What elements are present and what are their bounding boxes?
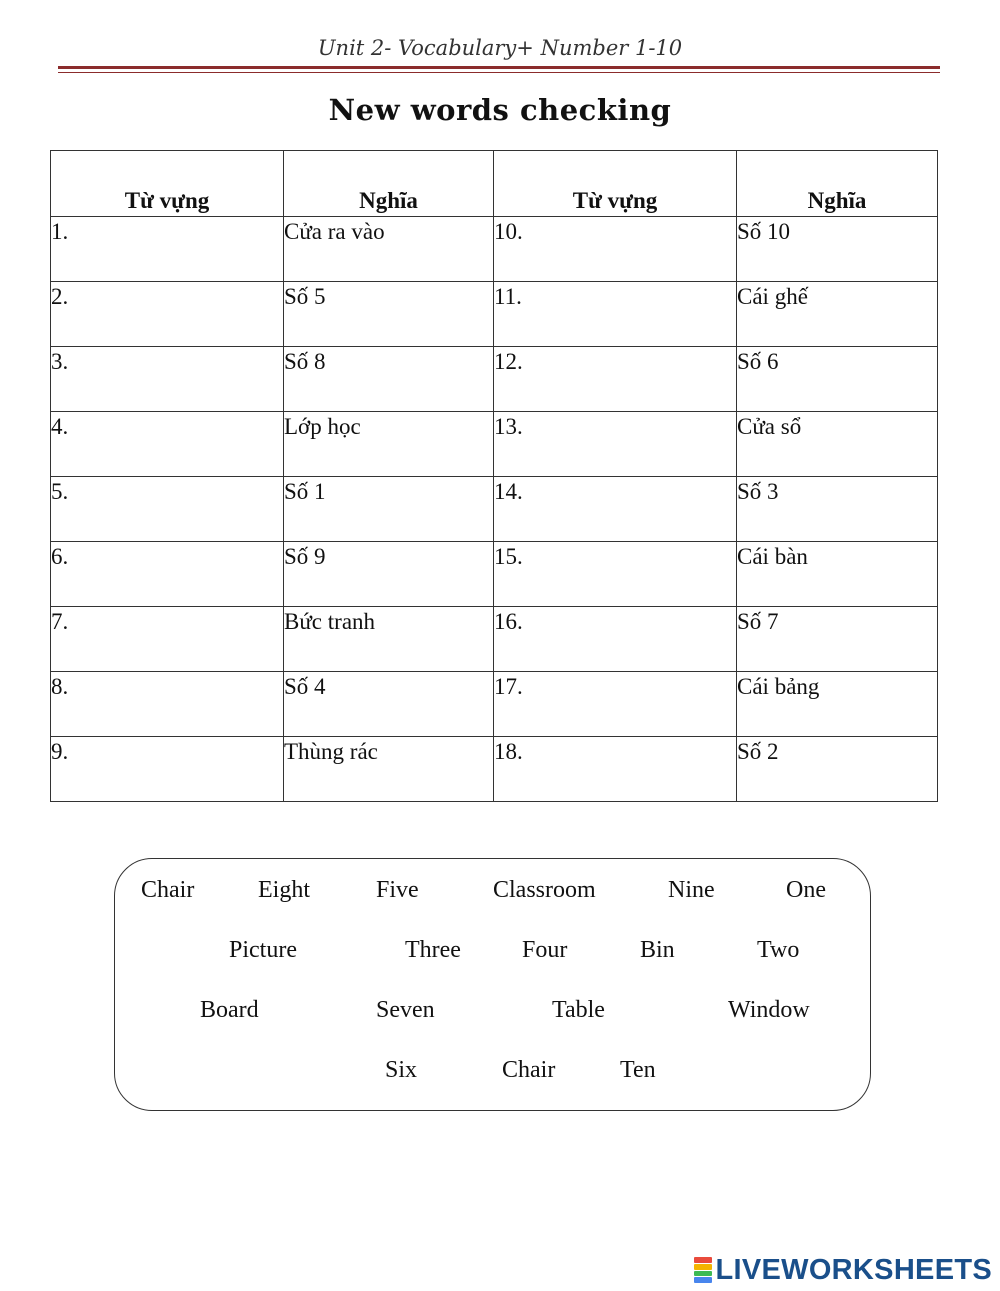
page-header-subtitle: Unit 2- Vocabulary+ Number 1-10 — [317, 36, 683, 60]
item-meaning-cell: Số 1 — [284, 477, 494, 542]
word-bank-item: Five — [376, 877, 419, 903]
word-bank-item: Picture — [229, 937, 297, 963]
word-bank-item: Two — [757, 937, 800, 963]
item-number-cell: 16. — [494, 607, 737, 672]
item-meaning-cell: Cái ghế — [737, 282, 938, 347]
item-meaning-cell: Số 5 — [284, 282, 494, 347]
item-number-cell: 2. — [51, 282, 284, 347]
word-bank-item: Chair — [502, 1057, 556, 1083]
vocabulary-table — [50, 150, 938, 802]
item-meaning-cell: Thùng rác — [284, 737, 494, 802]
item-meaning-cell: Số 8 — [284, 347, 494, 412]
item-number-cell: 8. — [51, 672, 284, 737]
word-bank-item: Bin — [640, 937, 675, 963]
item-number-cell: 10. — [494, 217, 737, 282]
page-title: New words checking — [328, 93, 672, 127]
item-meaning-cell: Số 2 — [737, 737, 938, 802]
item-meaning-cell: Số 9 — [284, 542, 494, 607]
table-row — [51, 347, 938, 412]
item-meaning-cell: Số 3 — [737, 477, 938, 542]
word-bank-item: Chair — [141, 877, 195, 903]
table-row — [51, 217, 938, 282]
word-bank-item: Eight — [258, 877, 310, 903]
item-meaning-cell: Cửa ra vào — [284, 217, 494, 282]
word-bank-box — [114, 858, 871, 1111]
item-meaning-cell: Cái bảng — [737, 672, 938, 737]
item-meaning-cell: Bức tranh — [284, 607, 494, 672]
header-vocabulary-2: Từ vựng — [494, 151, 737, 217]
header-rule-thin — [58, 72, 940, 73]
word-bank-item: Seven — [376, 997, 435, 1023]
table-row — [51, 542, 938, 607]
word-bank-item: Window — [728, 997, 810, 1023]
table-row — [51, 607, 938, 672]
item-number-cell: 3. — [51, 347, 284, 412]
table-row — [51, 672, 938, 737]
item-number-cell: 11. — [494, 282, 737, 347]
word-bank-item: Three — [405, 937, 461, 963]
word-bank-item: Four — [522, 937, 568, 963]
item-number-cell: 17. — [494, 672, 737, 737]
word-bank-item: Six — [385, 1057, 418, 1083]
item-number-cell: 9. — [51, 737, 284, 802]
item-number-cell: 4. — [51, 412, 284, 477]
item-meaning-cell: Số 10 — [737, 217, 938, 282]
item-number-cell: 1. — [51, 217, 284, 282]
item-meaning-cell: Cái bàn — [737, 542, 938, 607]
item-number-cell: 18. — [494, 737, 737, 802]
item-number-cell: 5. — [51, 477, 284, 542]
word-bank-item: Table — [552, 997, 605, 1023]
word-bank-item: Board — [200, 997, 259, 1023]
item-meaning-cell: Cửa sổ — [737, 412, 938, 477]
table-row — [51, 412, 938, 477]
word-bank-item: One — [786, 877, 826, 903]
item-number-cell: 6. — [51, 542, 284, 607]
table-row — [51, 282, 938, 347]
liveworksheets-logo-text: LIVEWORKSHEETS — [715, 1253, 992, 1286]
table-header-row — [51, 151, 938, 217]
item-number-cell: 14. — [494, 477, 737, 542]
header-meaning-1: Nghĩa — [284, 151, 494, 217]
item-meaning-cell: Số 7 — [737, 607, 938, 672]
item-meaning-cell: Lớp học — [284, 412, 494, 477]
table-row — [51, 477, 938, 542]
header-meaning-2: Nghĩa — [737, 151, 938, 217]
item-number-cell: 13. — [494, 412, 737, 477]
table-row — [51, 737, 938, 802]
liveworksheets-logo-icon — [694, 1257, 712, 1283]
item-meaning-cell: Số 6 — [737, 347, 938, 412]
item-meaning-cell: Số 4 — [284, 672, 494, 737]
word-bank-item: Nine — [668, 877, 715, 903]
header-vocabulary-1: Từ vựng — [51, 151, 284, 217]
item-number-cell: 15. — [494, 542, 737, 607]
word-bank-item: Classroom — [493, 877, 596, 903]
liveworksheets-brand — [694, 1253, 993, 1287]
word-bank-item: Ten — [620, 1057, 656, 1083]
item-number-cell: 12. — [494, 347, 737, 412]
header-rule-thick — [58, 66, 940, 69]
item-number-cell: 7. — [51, 607, 284, 672]
